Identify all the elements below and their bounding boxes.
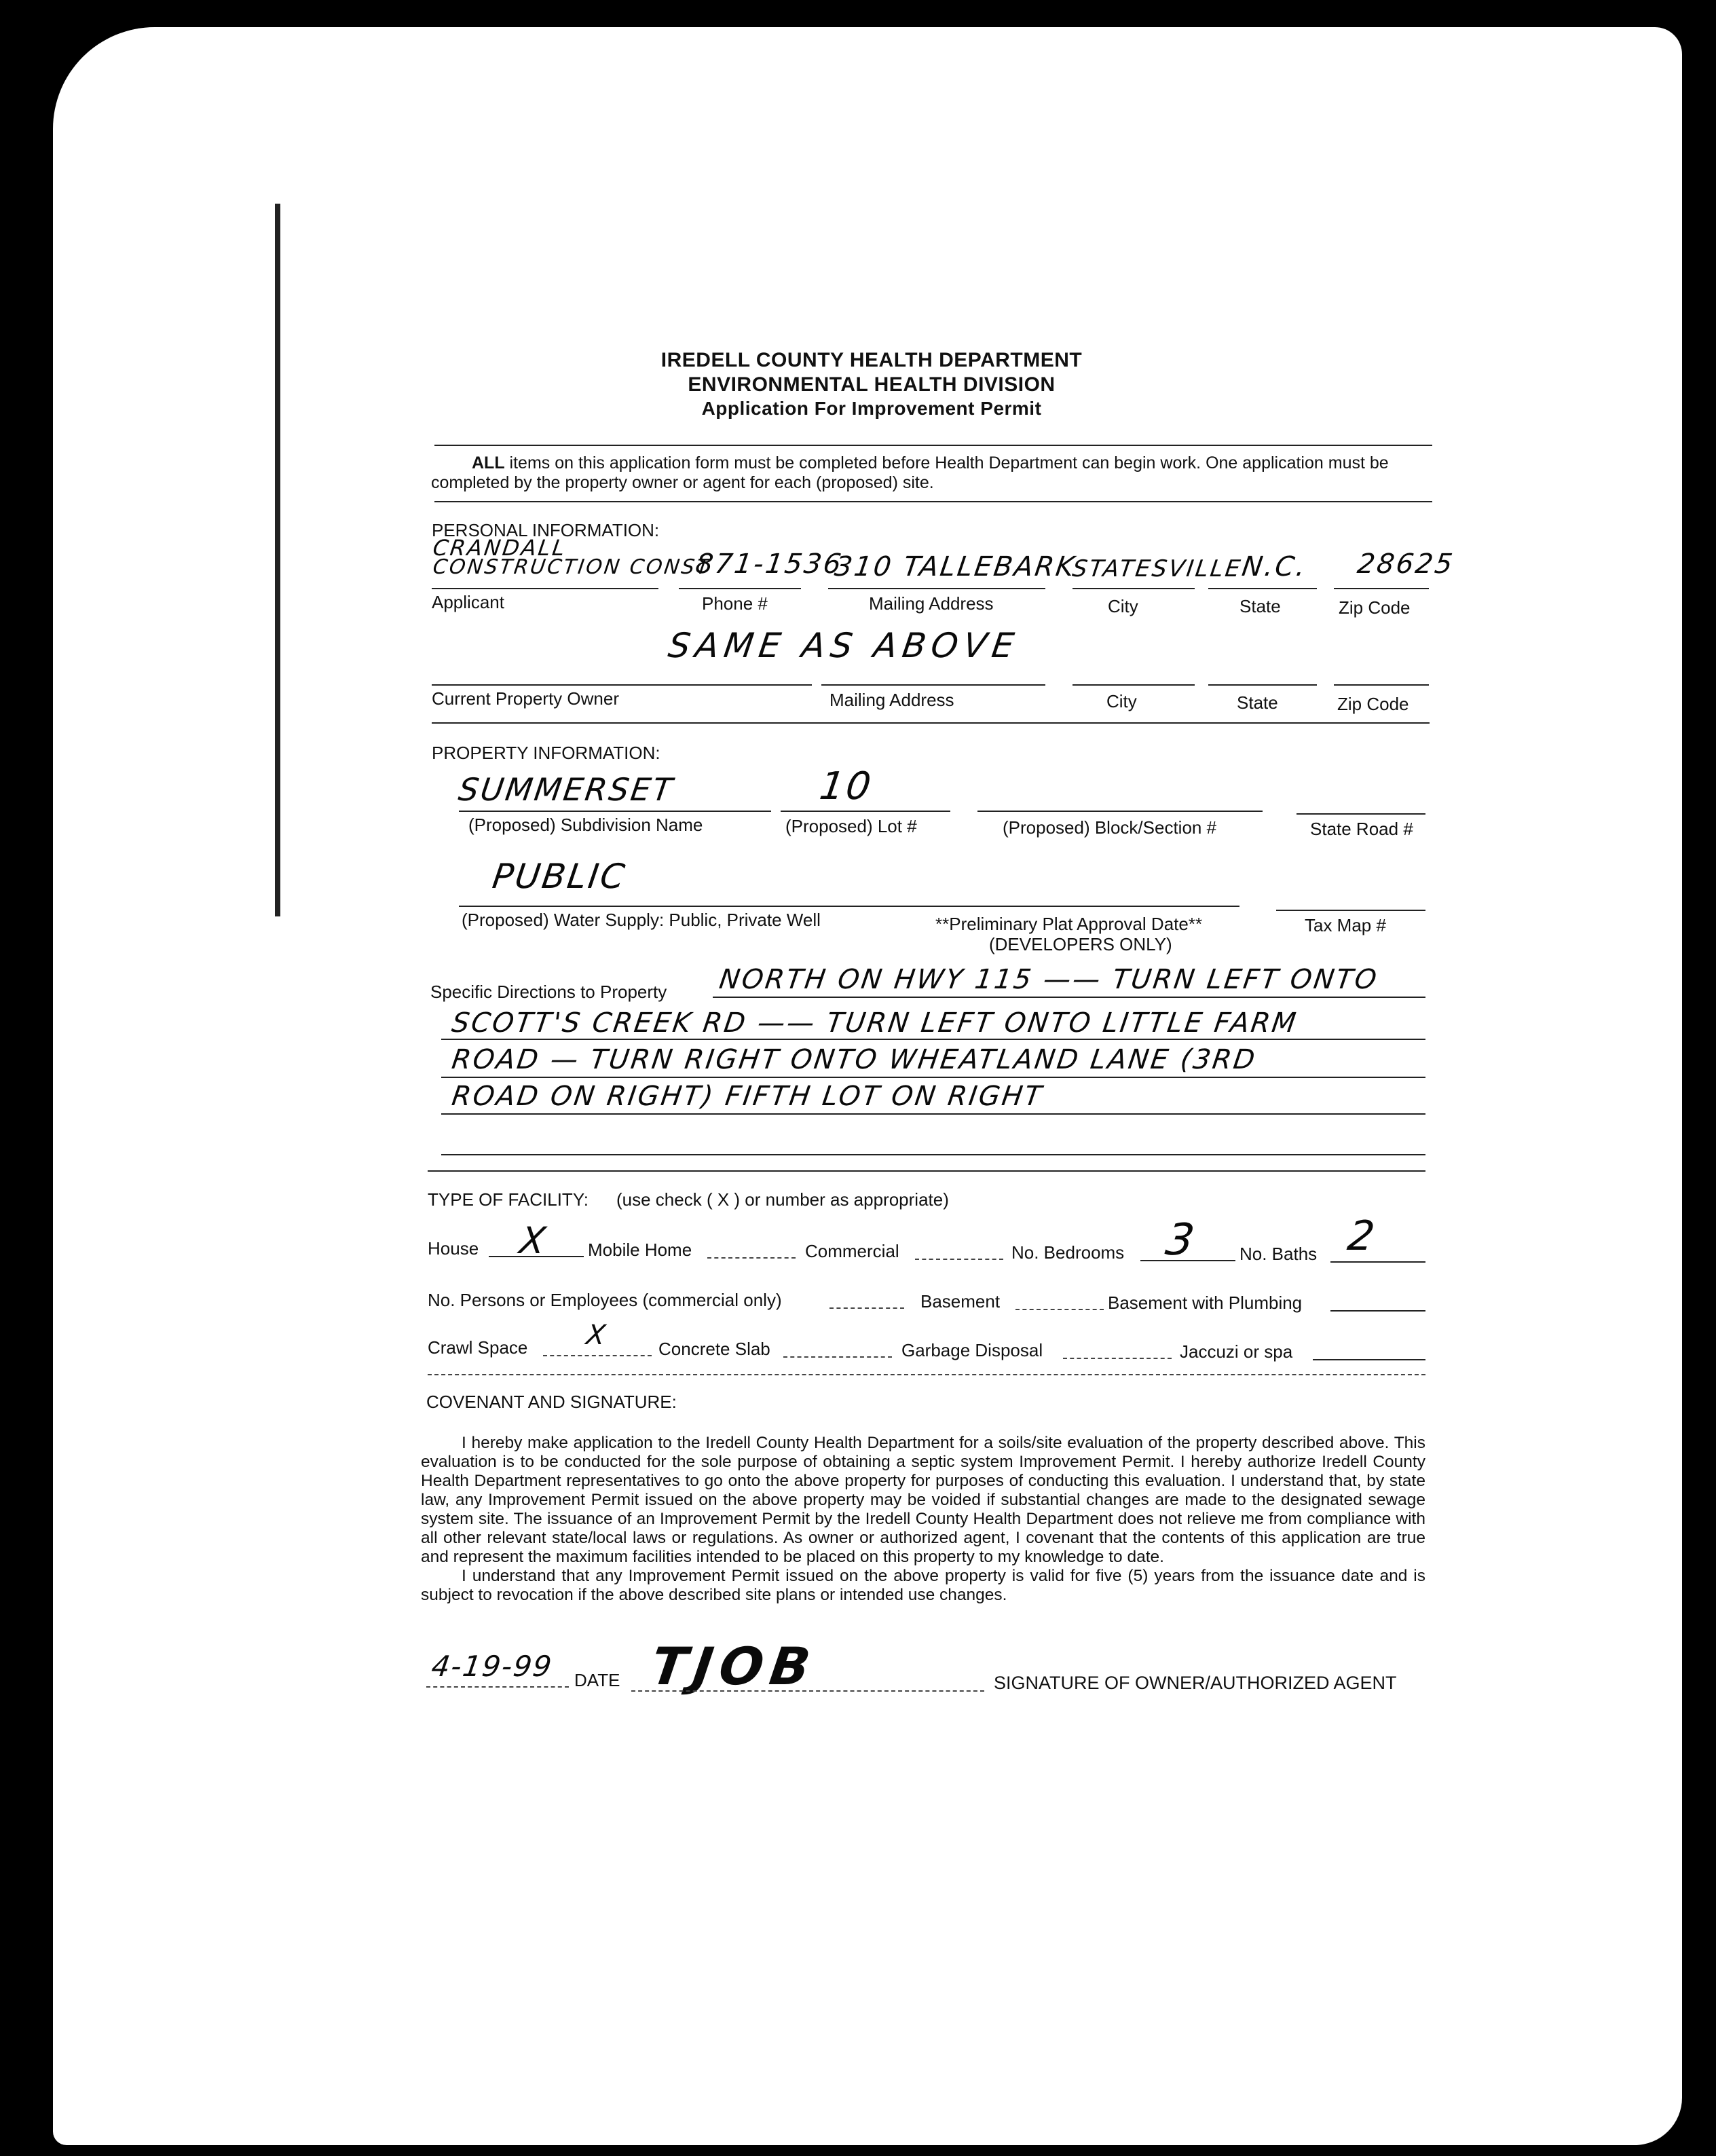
subdivision-label: (Proposed) Subdivision Name	[468, 815, 703, 835]
property-rule	[428, 1170, 1425, 1172]
crawl-label: Crawl Space	[428, 1337, 528, 1358]
applicant-label: Applicant	[432, 592, 504, 612]
garbage-label: Garbage Disposal	[901, 1340, 1043, 1360]
applicant-value-line1: CRANDALL	[431, 535, 569, 561]
division-title: ENVIRONMENTAL HEALTH DIVISION	[688, 373, 1056, 396]
house-line[interactable]	[489, 1256, 584, 1257]
intro-text	[431, 453, 1432, 493]
owner-zip-label: Zip Code	[1337, 694, 1409, 714]
facility-section-title: TYPE OF FACILITY:	[428, 1189, 589, 1210]
applicant-line[interactable]	[432, 588, 658, 589]
jacuzzi-label: Jaccuzi or spa	[1180, 1341, 1293, 1362]
house-label: House	[428, 1238, 479, 1259]
zip-value: 28625	[1355, 549, 1457, 580]
plat-label: **Preliminary Plat Approval Date**	[935, 914, 1203, 934]
lot-value: 10	[817, 764, 876, 809]
block-label: (Proposed) Block/Section #	[1003, 817, 1217, 838]
facility-rule	[428, 1374, 1425, 1375]
persons-line[interactable]	[829, 1307, 904, 1309]
basement-plumbing-label: Basement with Plumbing	[1108, 1293, 1303, 1313]
directions-rule-4[interactable]	[441, 1113, 1425, 1115]
phone-line[interactable]	[679, 588, 801, 589]
directions-rule-3[interactable]	[441, 1077, 1425, 1078]
department-title: IREDELL COUNTY HEALTH DEPARTMENT	[660, 349, 1083, 371]
garbage-line[interactable]	[1063, 1358, 1172, 1359]
directions-line-4: ROAD ON RIGHT) FIFTH LOT ON RIGHT	[449, 1081, 1045, 1112]
jacuzzi-line[interactable]	[1313, 1359, 1425, 1360]
slab-label: Concrete Slab	[658, 1339, 770, 1359]
owner-zip-line[interactable]	[1334, 684, 1429, 686]
directions-label: Specific Directions to Property	[430, 982, 667, 1002]
mobile-label: Mobile Home	[588, 1240, 692, 1260]
basement-line[interactable]	[1015, 1309, 1104, 1310]
slab-line[interactable]	[783, 1356, 892, 1358]
water-line[interactable]	[459, 906, 1239, 907]
owner-state-line[interactable]	[1208, 684, 1317, 686]
state-value: N.C.	[1239, 551, 1309, 582]
directions-rule-1[interactable]	[713, 997, 1425, 998]
basement-plumbing-line[interactable]	[1330, 1310, 1425, 1312]
taxmap-label: Tax Map #	[1305, 915, 1386, 935]
bedrooms-line[interactable]	[1140, 1260, 1235, 1261]
city-line[interactable]	[1072, 588, 1195, 589]
date-label: DATE	[574, 1670, 620, 1690]
directions-rule-5[interactable]	[441, 1154, 1425, 1155]
city-value: STATESVILLE	[1070, 555, 1244, 582]
facility-instructions: (use check ( X ) or number as appropriate)	[616, 1189, 949, 1210]
personal-section-title: PERSONAL INFORMATION:	[432, 520, 660, 540]
owner-city-label: City	[1106, 691, 1137, 711]
covenant-section-title: COVENANT AND SIGNATURE:	[426, 1392, 677, 1412]
directions-line-2: SCOTT'S CREEK RD —— TURN LEFT ONTO LITTLE FARM	[449, 1007, 1300, 1039]
form-title: Application For Improvement Permit	[701, 398, 1042, 419]
water-value: PUBLIC	[489, 857, 629, 896]
covenant-paragraph-1: I hereby make application to the Iredell County Health Department for a soils/site evaluation of the property described above. This evaluation is to be conducted for the sole purpose of obtaining a septic system Improvement Permit. I hereby authorize Iredell County Health Department representatives to go onto the above property for purposes of conducting this evaluation. I understand that, by state law, any Improvement Permit issued on the above property may be voided if substantial changes are made to the designated sewage system site. The issuance of an Improvement Permit by the Iredell County Health Department does not relieve me from compliance with all other relevant state/local laws or regulations. As owner or authorized agent, I covenant that the contents of this application are true and represent the maximum facilities intended to be placed on this property to my knowledge to date.	[421, 1434, 1425, 1566]
applicant-value-line2: CONSTRUCTION CONST	[431, 555, 713, 579]
owner-mailing-label: Mailing Address	[829, 690, 954, 710]
phone-label: Phone #	[702, 593, 768, 614]
scan-edge-shadow	[275, 204, 280, 916]
crawl-value: X	[584, 1320, 610, 1351]
owner-state-label: State	[1237, 692, 1278, 713]
covenant-paragraph-2: I understand that any Improvement Permit issued on the above property is valid for five (5) years from the issuance date and is subject to revocation if the above described site plans or intended use changes.	[421, 1567, 1425, 1604]
bedrooms-label: No. Bedrooms	[1011, 1242, 1125, 1263]
baths-line[interactable]	[1330, 1261, 1425, 1263]
intro-rule	[434, 501, 1432, 502]
house-value: X	[517, 1219, 551, 1262]
state-label: State	[1239, 596, 1281, 616]
mailing-value: 310 TALLEBARK	[832, 551, 1079, 582]
commercial-label: Commercial	[805, 1241, 899, 1261]
signature-value: TJOB	[647, 1636, 821, 1696]
directions-line-1: NORTH ON HWY 115 —— TURN LEFT ONTO	[717, 964, 1381, 995]
commercial-line[interactable]	[915, 1259, 1003, 1260]
city-label: City	[1108, 596, 1138, 616]
intro-bold: ALL	[472, 453, 505, 472]
basement-label: Basement	[920, 1291, 1001, 1312]
property-section-title: PROPERTY INFORMATION:	[432, 743, 660, 763]
persons-label: No. Persons or Employees (commercial only)	[428, 1290, 782, 1310]
block-line[interactable]	[977, 811, 1263, 812]
covenant-text	[421, 1434, 1425, 1605]
header-rule	[434, 445, 1432, 446]
signature-line[interactable]	[631, 1690, 984, 1692]
mailing-label: Mailing Address	[869, 593, 994, 614]
signature-label: SIGNATURE OF OWNER/AUTHORIZED AGENT	[994, 1673, 1397, 1693]
crawl-line[interactable]	[543, 1355, 652, 1356]
owner-mailing-line[interactable]	[821, 684, 1045, 686]
date-value: 4-19-99	[429, 1650, 555, 1683]
zip-label: Zip Code	[1339, 597, 1411, 618]
owner-label: Current Property Owner	[432, 688, 619, 709]
personal-rule	[432, 722, 1430, 724]
owner-city-line[interactable]	[1072, 684, 1195, 686]
lot-label: (Proposed) Lot #	[785, 816, 917, 836]
baths-value: 2	[1345, 1212, 1380, 1260]
phone-value: 871-1536	[693, 549, 845, 580]
directions-rule-2[interactable]	[441, 1039, 1425, 1040]
mobile-line[interactable]	[707, 1257, 796, 1259]
bedrooms-value: 3	[1162, 1215, 1199, 1265]
lot-line[interactable]	[781, 811, 950, 812]
subdivision-value: SUMMERSET	[456, 771, 677, 808]
water-label: (Proposed) Water Supply: Public, Private Well	[462, 910, 821, 930]
date-line[interactable]	[426, 1686, 569, 1688]
road-line[interactable]	[1297, 813, 1425, 815]
state-line[interactable]	[1208, 588, 1317, 589]
subdivision-line[interactable]	[459, 811, 771, 812]
baths-label: No. Baths	[1239, 1244, 1318, 1264]
taxmap-line[interactable]	[1276, 910, 1425, 911]
intro-rest: items on this application form must be completed before Health Department can begin work. One application must be completed by the property owner or agent for each (proposed) site.	[431, 453, 1389, 492]
zip-line[interactable]	[1334, 588, 1429, 589]
directions-line-3: ROAD — TURN RIGHT ONTO WHEATLAND LANE (3RD	[449, 1044, 1259, 1075]
road-label: State Road #	[1310, 819, 1413, 839]
owner-line[interactable]	[432, 684, 812, 686]
plat-note: (DEVELOPERS ONLY)	[989, 934, 1172, 954]
mailing-line[interactable]	[828, 588, 1045, 589]
owner-value: SAME AS ABOVE	[665, 626, 1022, 665]
